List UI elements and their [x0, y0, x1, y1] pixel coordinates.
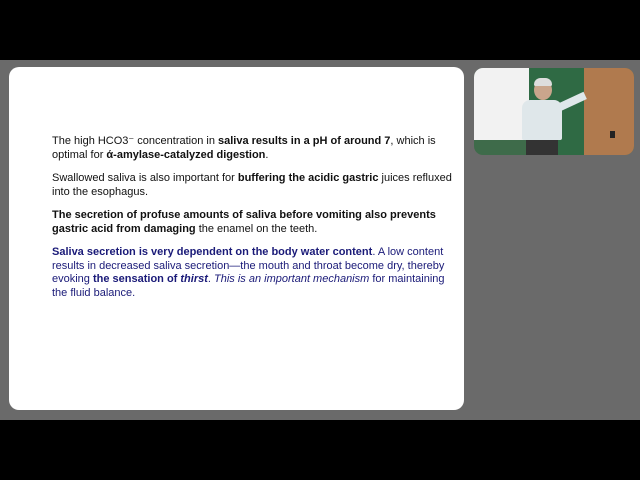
lecturer-video-inset — [474, 68, 634, 155]
paragraph-vomiting — [52, 209, 457, 236]
wooden-wall — [584, 68, 634, 155]
light-switch — [610, 131, 615, 138]
text-segment-bold: The secretion of profuse amounts of saliva before vomiting also prevents gastric acid from damaging — [52, 209, 436, 235]
text-segment: for maintaining the fluid balance. — [52, 273, 445, 299]
paragraph-buffering — [52, 172, 457, 199]
video-frame — [0, 60, 640, 420]
text-segment: , which is optimal for — [52, 135, 436, 161]
letterbox-bottom — [0, 420, 640, 480]
text-segment-bold: the sensation of — [92, 273, 181, 285]
lecture-slide — [9, 67, 464, 410]
text-segment-bold-italic: thirst — [180, 273, 208, 285]
text-segment-bold: buffering the acidic gastric — [237, 172, 379, 184]
paragraph-water-content — [52, 246, 457, 300]
lecturer-body — [522, 100, 562, 140]
text-segment-bold: Saliva secretion is very dependent on the body water content — [52, 246, 373, 258]
text-segment: juices refluxed into the esophagus. — [52, 172, 452, 198]
text-segment: Swallowed saliva is also important for — [52, 172, 238, 184]
text-segment: The high HCO3⁻ concentration in — [52, 135, 219, 147]
text-segment: . — [207, 273, 215, 285]
letterbox-top — [0, 0, 640, 60]
text-segment: . A low content results in decreased saliva secretion—the mouth and throat become dry, thereby evoking — [52, 246, 445, 285]
paragraph-saliva-ph — [52, 135, 457, 162]
text-segment: the enamel on the teeth. — [195, 222, 318, 235]
text-segment-bold: ά-amylase-catalyzed digestion — [106, 148, 266, 161]
slide-text — [52, 135, 457, 310]
text-segment-italic: This is an important mechanism — [214, 273, 370, 285]
text-segment-bold: saliva results in a pH of around 7 — [218, 135, 391, 147]
text-segment: . — [265, 148, 269, 161]
lecturer-hair — [534, 78, 552, 86]
projector-screen — [474, 68, 529, 140]
lecturer-legs — [526, 140, 558, 155]
